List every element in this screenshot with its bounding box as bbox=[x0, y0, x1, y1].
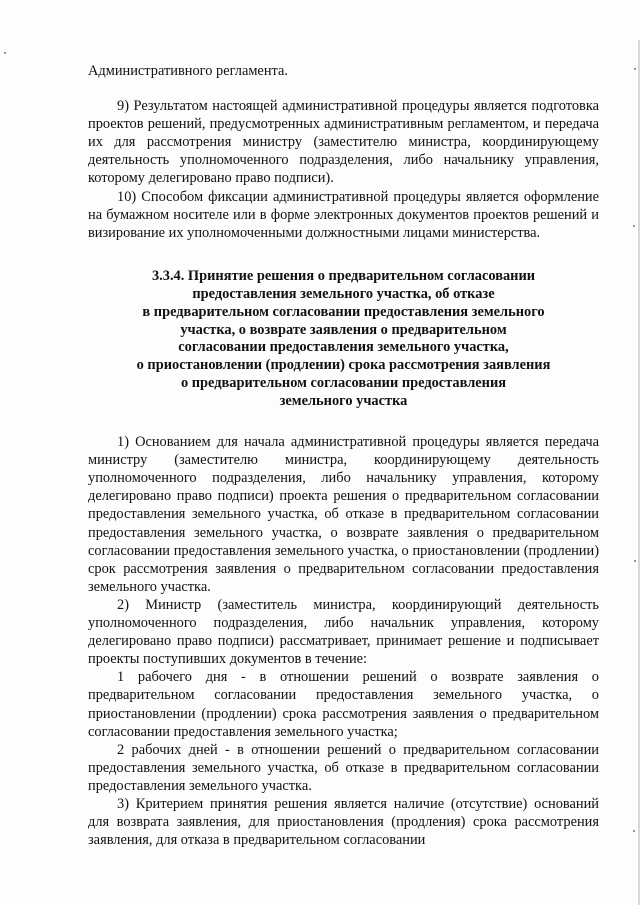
heading-line: о предварительном согласовании предоставления bbox=[180, 375, 507, 392]
scan-speck bbox=[633, 830, 635, 832]
paragraph-item-9: 9) Результатом настоящей административной процедуры является подготовка проектов решений, предусмотренных административным регламентом, и передача их для рассмотрения министру (заместителю министра, координирующему деятельность уполномоченного подразделения, либо начальнику управления, которому делегировано право подписи). bbox=[88, 98, 599, 187]
heading-line: предоставления земельного участка, об отказе bbox=[192, 285, 495, 302]
scan-speck bbox=[634, 68, 636, 70]
heading-line: в предварительном согласовании предоставления земельного bbox=[142, 303, 545, 320]
scan-speck bbox=[4, 52, 6, 54]
heading-line: о приостановлении (продлении) срока рассмотрения заявления bbox=[136, 357, 551, 374]
heading-line: земельного участка bbox=[279, 393, 408, 410]
scan-speck bbox=[634, 560, 636, 562]
paragraph-term-1-day: 1 рабочего дня - в отношении решений о возврате заявления о предварительном согласовании предоставления земельного участка, о приостановлении (продлении) срока рассмотрения заявления о предварительном согласовании предоставления земельного участка; bbox=[88, 669, 599, 740]
paragraph-item-2: 2) Министр (заместитель министра, координирующий деятельность уполномоченного подразделения, либо начальник управления, которому делегировано право подписи) рассматривает, принимает решение и подписывает проекты поступивших документов в течение: bbox=[88, 596, 599, 668]
heading-line: участка, о возврате заявления о предварительном bbox=[180, 321, 507, 338]
section-heading bbox=[88, 268, 599, 411]
paragraph-item-3: 3) Критерием принятия решения является наличие (отсутствие) оснований для возврата заявления, для приостановления (продления) срока рассмотрения заявления, для отказа в предварительном согласовании bbox=[88, 795, 599, 849]
scan-speck bbox=[633, 225, 635, 227]
document-body bbox=[88, 62, 599, 849]
heading-line: 3.3.4. Принятие решения о предварительном согласовании bbox=[151, 267, 536, 284]
paragraph-term-2-days: 2 рабочих дней - в отношении решений о предварительном согласовании предоставления земельного участка, об отказе в предварительном согласовании предоставления земельного участка. bbox=[88, 741, 599, 794]
paragraph-continuation: Административного регламента. bbox=[88, 63, 288, 79]
paragraph-item-10: 10) Способом фиксации административной процедуры является оформление на бумажном носителе или в форме электронных документов проектов решений и визирование их уполномоченными должностными лицами министерства. bbox=[88, 188, 599, 241]
heading-line: согласовании предоставления земельного участка, bbox=[178, 339, 509, 356]
paragraph-item-1: 1) Основанием для начала административной процедуры является передача министру (заместителю министра, координирующему деятельность уполномоченного подразделения, либо начальнику управления, которому делегировано право подписи) проекта решения о предварительном согласовании предоставления земельного участка, об отказе в предварительном согласовании предоставления земельного участка, о возврате заявления о предварительном согласовании предоставления земельного участка, о приостановлении (продлении) срок рассмотрения заявления о предварительном согласовании предоставления земельного участка. bbox=[88, 434, 599, 595]
